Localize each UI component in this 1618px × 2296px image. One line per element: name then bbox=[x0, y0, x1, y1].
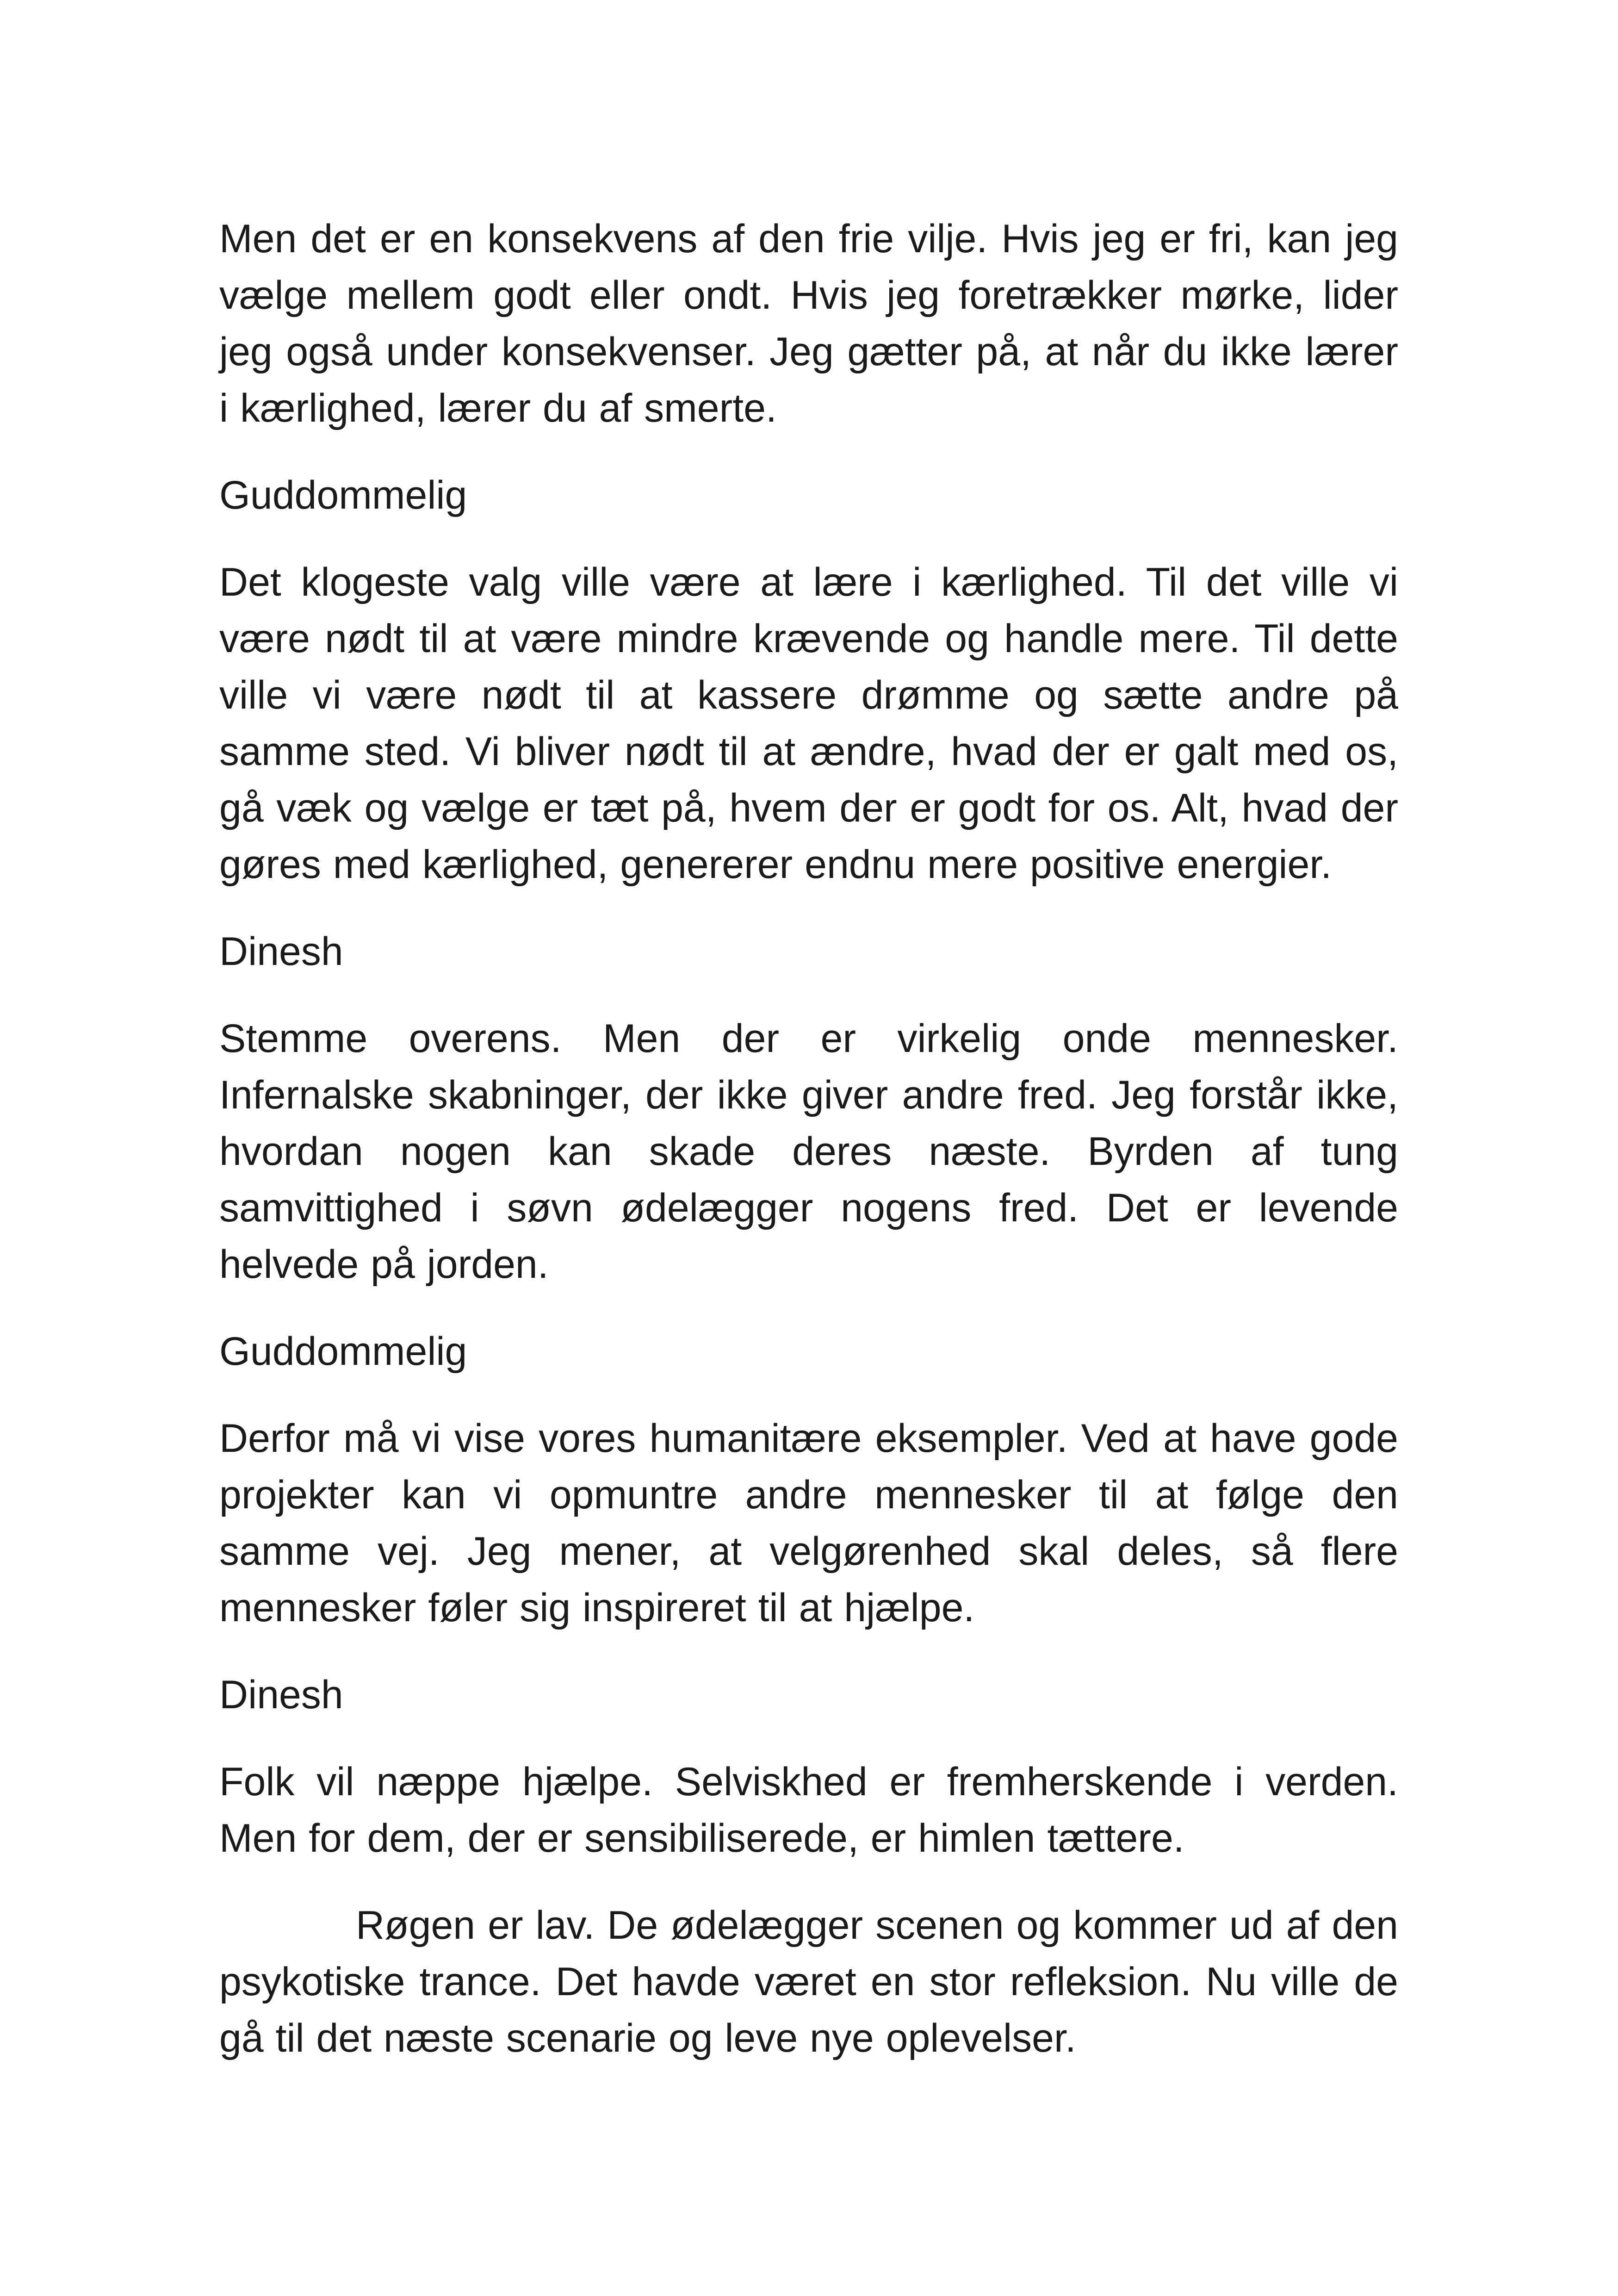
paragraph-humanitarian: Derfor må vi vise vores humanitære eksempler. Ved at have gode projekter kan vi opmuntre andre mennesker til at følge den samme vej. Jeg mener, at velgørenhed skal deles, så flere mennesker føler sig inspireret til at hjælpe. bbox=[219, 1416, 1398, 1630]
paragraph-free-will: Men det er en konsekvens af den frie vilje. Hvis jeg er fri, kan jeg vælge mellem godt eller ondt. Hvis jeg foretrækker mørke, lider jeg også under konsekvenser. Jeg gætter på, at når du ikke lærer i kærlighed, lærer du af smerte. bbox=[219, 217, 1398, 430]
speaker-label: Dinesh bbox=[219, 929, 343, 974]
paragraph-evil-people: Stemme overens. Men der er virkelig onde mennesker. Infernalske skabninger, der ikke giver andre fred. Jeg forstår ikke, hvordan nogen kan skade deres næste. Byrden af tung samvittighed i søvn ødelægger nogens fred. Det er levende helvede på jorden. bbox=[219, 1016, 1398, 1287]
speaker-label: Guddommelig bbox=[219, 473, 467, 517]
narration-paragraph: Røgen er lav. De ødelægger scenen og kommer ud af den psykotiske trance. Det havde været en stor refleksion. Nu ville de gå til det næste scenarie og leve nye oplevelser. bbox=[219, 1903, 1398, 2060]
speaker-label: Guddommelig bbox=[219, 1329, 467, 1374]
document-body bbox=[219, 211, 1398, 2097]
paragraph-love-choice: Det klogeste valg ville være at lære i kærlighed. Til det ville vi være nødt til at være mindre krævende og handle mere. Til dette ville vi være nødt til at kassere drømme og sætte andre på samme sted. Vi bliver nødt til at ændre, hvad der er galt med os, gå væk og vælge er tæt på, hvem der er godt for os. Alt, hvad der gøres med kærlighed, genererer endnu mere positive energier. bbox=[219, 560, 1398, 887]
speaker-label: Dinesh bbox=[219, 1673, 343, 1717]
paragraph-selfishness: Folk vil næppe hjælpe. Selviskhed er fremherskende i verden. Men for dem, der er sensibiliserede, er himlen tættere. bbox=[219, 1760, 1398, 1860]
